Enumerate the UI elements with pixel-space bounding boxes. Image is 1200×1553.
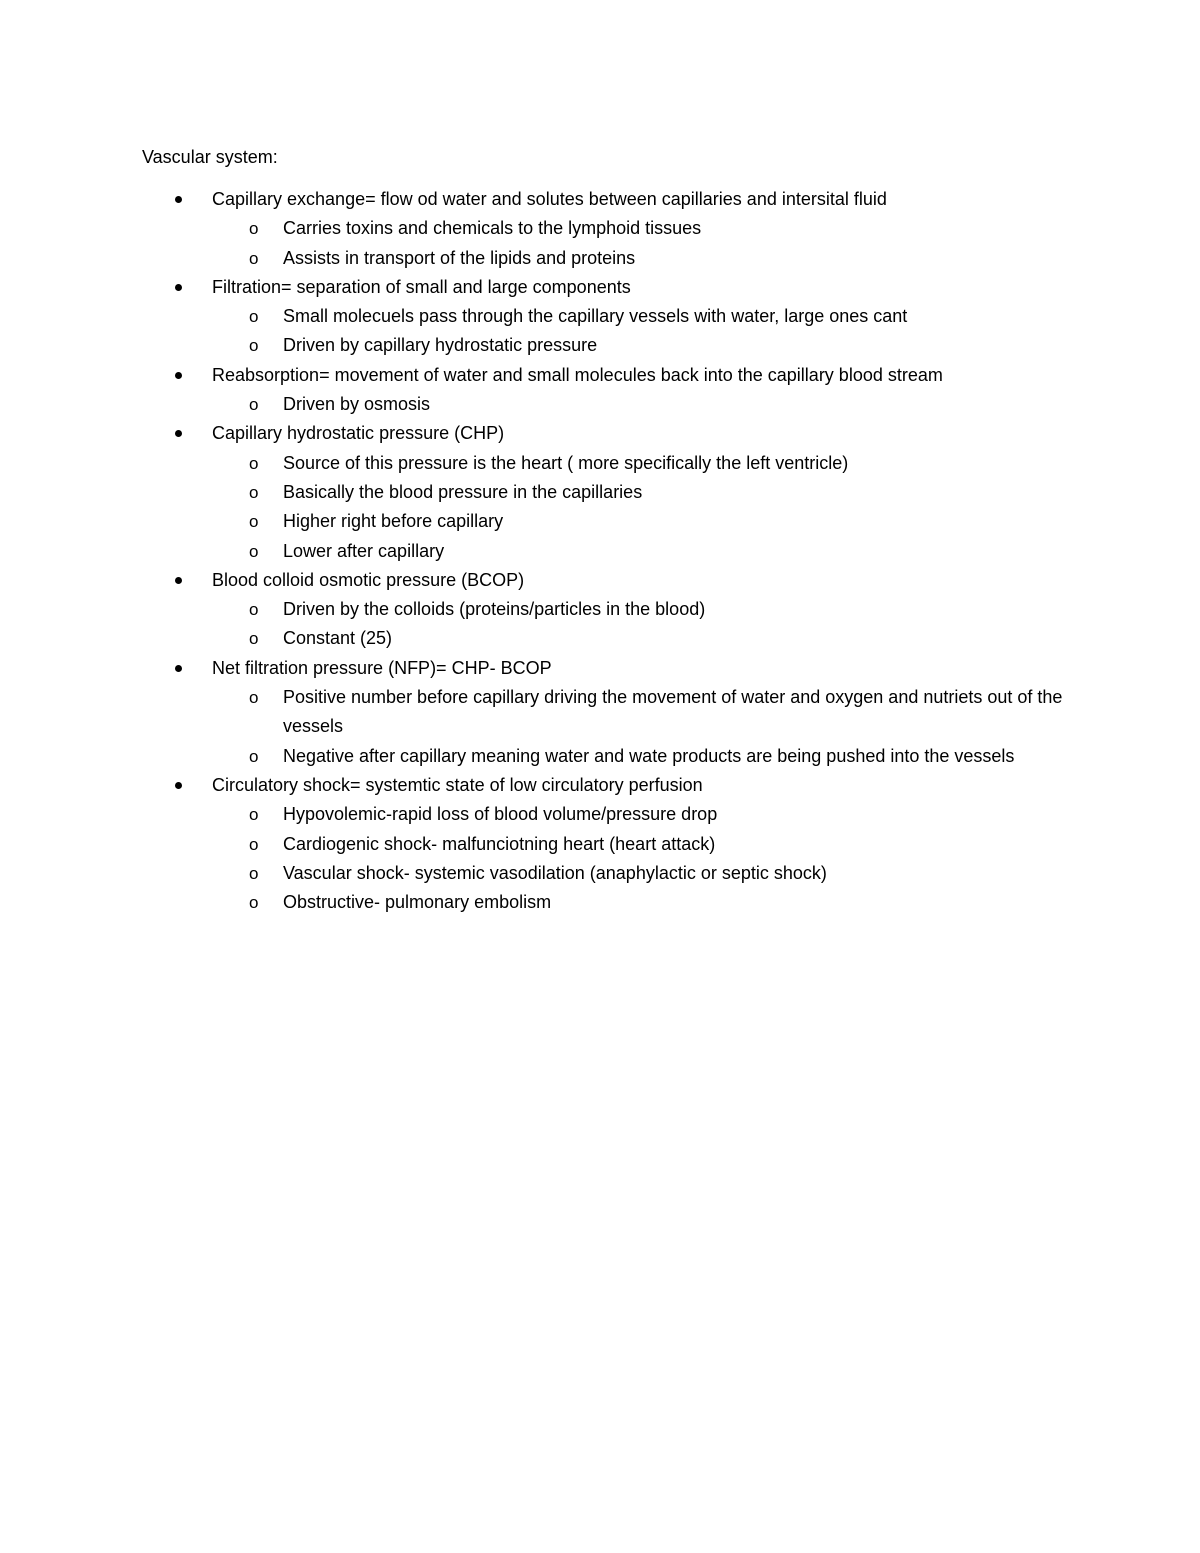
list-item: [142, 566, 1082, 654]
sub-list: [212, 595, 1082, 654]
sub-list-item: [212, 214, 1082, 243]
sub-list-item-text: Carries toxins and chemicals to the lymphoid tissues: [283, 218, 702, 239]
circle-bullet-icon: o: [249, 453, 259, 473]
bullet-icon: [175, 771, 185, 800]
circle-bullet-icon: o: [249, 746, 259, 766]
circle-bullet-icon: o: [249, 688, 259, 708]
sub-list-item: [212, 800, 1082, 829]
sub-list-item-text: Cardiogenic shock- malfunciotning heart (heart attack): [283, 833, 716, 854]
sub-list-item: [212, 595, 1082, 624]
bullet-icon: [175, 566, 185, 595]
list-item-text: Capillary exchange= flow od water and solutes between capillaries and intersital fluid: [212, 189, 887, 209]
sub-list-item: [212, 390, 1082, 419]
circle-bullet-icon: o: [249, 805, 259, 825]
circle-bullet-icon: o: [249, 248, 259, 268]
bullet-icon: [175, 273, 185, 302]
sub-list-item-text: Driven by the colloids (proteins/particles in the blood): [283, 599, 706, 620]
sub-list-item-text: Negative after capillary meaning water and wate products are being pushed into the vessels: [283, 745, 1015, 766]
list-item-text: Blood colloid osmotic pressure (BCOP): [212, 569, 525, 590]
circle-bullet-icon: o: [249, 219, 259, 239]
sub-list-item-text: Hypovolemic-rapid loss of blood volume/pressure drop: [283, 804, 718, 825]
sub-list: [212, 683, 1082, 771]
main-bullet-list: [142, 185, 1082, 917]
sub-list-item: [212, 859, 1082, 888]
sub-list-item-text: Vascular shock- systemic vasodilation (anaphylactic or septic shock): [283, 862, 827, 883]
circle-bullet-icon: o: [249, 512, 259, 532]
document-body: [142, 143, 1082, 917]
circle-bullet-icon: o: [249, 893, 259, 913]
circle-bullet-icon: o: [249, 629, 259, 649]
sub-list-item-text: Driven by osmosis: [283, 394, 431, 415]
sub-list-item-text: Higher right before capillary: [283, 511, 504, 532]
sub-list-item-text: Lower after capillary: [283, 540, 445, 561]
list-item: [142, 771, 1082, 917]
list-item-text: Filtration= separation of small and large components: [212, 276, 631, 297]
bullet-icon: [175, 654, 185, 683]
circle-bullet-icon: o: [249, 600, 259, 620]
list-item: [142, 419, 1082, 565]
sub-list-item: [212, 888, 1082, 917]
sub-list-item: [212, 478, 1082, 507]
document-heading: Vascular system:: [142, 147, 278, 167]
sub-list: [212, 302, 1082, 361]
sub-list-item-text: Basically the blood pressure in the capillaries: [283, 481, 643, 502]
circle-bullet-icon: o: [249, 863, 259, 883]
circle-bullet-icon: o: [249, 482, 259, 502]
sub-list-item-text: Assists in transport of the lipids and proteins: [283, 247, 636, 268]
list-item: [142, 273, 1082, 361]
sub-list-item: [212, 331, 1082, 360]
sub-list: [212, 800, 1082, 917]
sub-list-item-text: Source of this pressure is the heart ( more specifically the left ventricle): [283, 452, 849, 473]
sub-list: [212, 214, 1082, 273]
circle-bullet-icon: o: [249, 336, 259, 356]
sub-list: [212, 449, 1082, 566]
sub-list-item: [212, 507, 1082, 536]
circle-bullet-icon: o: [249, 541, 259, 561]
sub-list-item-text: Driven by capillary hydrostatic pressure: [283, 335, 598, 356]
list-item-text: Circulatory shock= systemtic state of low circulatory perfusion: [212, 774, 703, 795]
sub-list-item: [212, 624, 1082, 653]
sub-list-item-text: Small molecuels pass through the capillary vessels with water, large ones cant: [283, 306, 908, 327]
sub-list-item-text: Obstructive- pulmonary embolism: [283, 892, 552, 913]
list-item-text: Capillary hydrostatic pressure (CHP): [212, 423, 505, 444]
sub-list-item: [212, 537, 1082, 566]
sub-list-item: [212, 683, 1082, 742]
circle-bullet-icon: o: [249, 307, 259, 327]
sub-list-item: [212, 302, 1082, 331]
sub-list-item-text: Constant (25): [283, 628, 393, 649]
circle-bullet-icon: o: [249, 395, 259, 415]
sub-list: [212, 390, 1082, 419]
circle-bullet-icon: o: [249, 834, 259, 854]
list-item: [142, 361, 1082, 420]
list-item-text: Reabsorption= movement of water and small molecules back into the capillary blood stream: [212, 364, 943, 385]
sub-list-item: [212, 830, 1082, 859]
bullet-icon: [175, 185, 185, 214]
bullet-icon: [175, 419, 185, 448]
bullet-icon: [175, 361, 185, 390]
list-item-text: Net filtration pressure (NFP)= CHP- BCOP: [212, 657, 552, 678]
list-item: [142, 654, 1082, 771]
sub-list-item: [212, 449, 1082, 478]
sub-list-item: [212, 742, 1082, 771]
sub-list-item: [212, 244, 1082, 273]
list-item: [142, 185, 1082, 273]
sub-list-item-text: Positive number before capillary driving the movement of water and oxygen and nutriets out of the vessels: [283, 687, 1063, 737]
